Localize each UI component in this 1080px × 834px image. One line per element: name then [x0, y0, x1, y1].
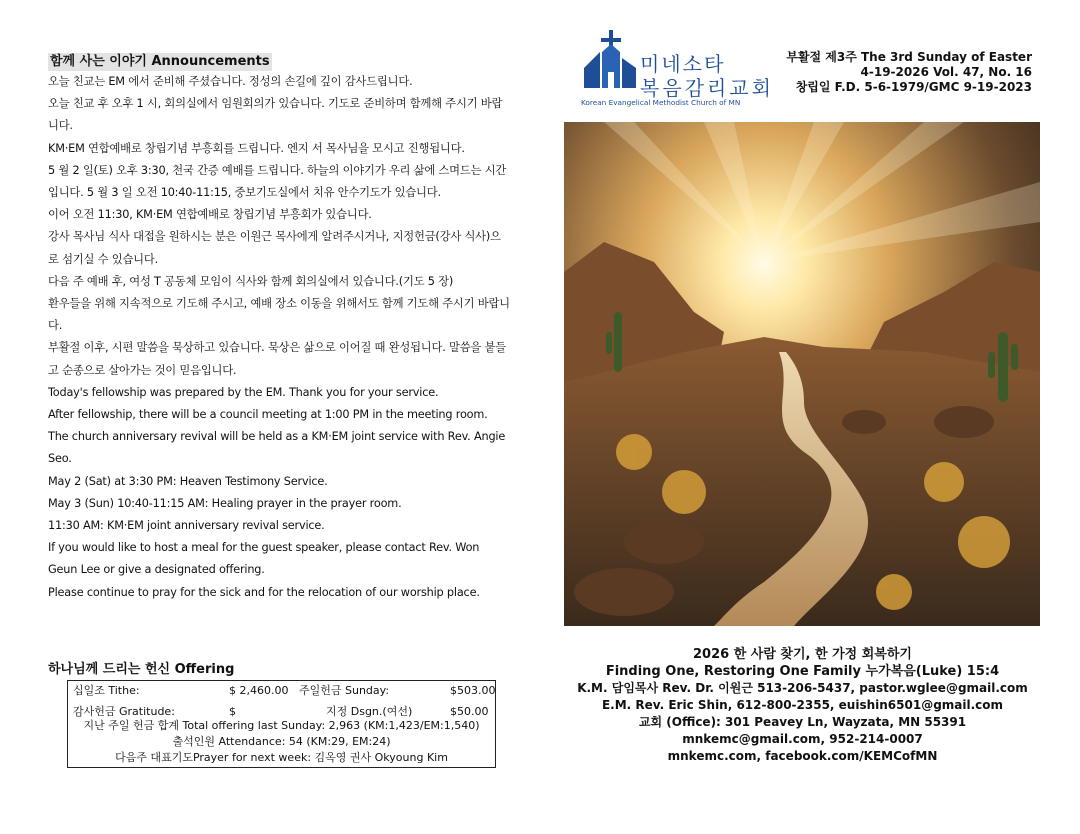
announcement-line: May 2 (Sat) at 3:30 PM: Heaven Testimony Service.: [48, 474, 328, 488]
tithe-label: 십일조 Tithe:: [73, 684, 140, 697]
founding-date: 창립일 F.D. 5-6-1979/GMC 9-19-2023: [795, 80, 1032, 94]
logo-name-line2: 복음감리교회: [640, 76, 774, 100]
announcement-line: 부활절 이후, 시편 말씀을 묵상하고 있습니다. 묵상은 삶으로 이어질 때 완성됩니다. 말씀을 붙들고 순종으로 살아가는 것이 믿음입니다.: [48, 341, 506, 377]
offering-row-gratitude: [68, 705, 495, 719]
church-logo: [578, 28, 778, 110]
offering-heading: 하나님께 드리는 헌신 Offering: [48, 662, 235, 677]
announcement-line: KM·EM 연합예배로 창립기념 부흥회를 드립니다. 엔지 서 목사님을 모시고 진행됩니다.: [48, 141, 465, 155]
announcement-line: The church anniversary revival will be held as a KM·EM joint service with Rev. Angie Seo.: [48, 430, 506, 466]
sunday-label: 주일헌금 Sunday:: [299, 684, 390, 697]
announcement-line: May 3 (Sun) 10:40-11:15 AM: Healing prayer in the prayer room.: [48, 496, 402, 510]
announcement-line: 11:30 AM: KM·EM joint anniversary revival service.: [48, 519, 325, 533]
announcement-line: 오늘 친교는 EM 에서 준비해 주셨습니다. 정성의 손길에 깊이 감사드립니다.: [48, 75, 413, 88]
announcement-line: 다음 주 예배 후, 여성 T 공동체 모임이 식사와 함께 회의실에서 있습니다.(기도 5 장): [48, 274, 454, 288]
logo-name-line1: 미네소타: [640, 52, 726, 76]
church-email-phone: mnkemc@gmail.com, 952-214-0007: [682, 732, 923, 746]
announcements-body: [48, 71, 510, 604]
announcement-line: Today's fellowship was prepared by the EM. Thank you for your service.: [48, 385, 439, 399]
attendance: 출석인원 Attendance: 54 (KM:29, EM:24): [172, 735, 391, 748]
contact-footer: [560, 646, 1045, 765]
designated-label: 지정 Dsgn.(여선): [326, 705, 413, 718]
em-pastor-contact: E.M. Rev. Eric Shin, 612-800-2355, euishin6501@gmail.com: [601, 698, 1004, 712]
announcement-line: 환우들을 위해 지속적으로 기도해 주시고, 예배 장소 이동을 위해서도 함께 기도해 주시기 바랍니다.: [48, 297, 510, 333]
announcement-line: 5 월 2 일(토) 오후 3:30, 천국 간증 예배를 드립니다. 하늘의 이야기가 우리 삶에 스며드는 시간입니다. 5 월 3 일 오전 10:40-11:15, 중보기도실에서 치유 안수기도가 있습니다.: [48, 163, 507, 200]
logo-english-name: Korean Evangelical Methodist Church of MN: [581, 98, 741, 107]
theme-english: Finding One, Restoring One Family 누가복음(Luke) 15:4: [605, 664, 1000, 679]
announcement-line: 강사 목사님 식사 대접을 원하시는 분은 이원근 목사에게 알려주시거나, 지정헌금(강사 식사)으로 섬기실 수 있습니다.: [48, 230, 501, 266]
cover-illustration: [564, 122, 1040, 626]
sunday-amount: $503.00: [450, 684, 496, 697]
announcement-line: 이어 오전 11:30, KM·EM 연합예배로 창립기념 부흥회가 있습니다.: [48, 208, 372, 222]
volume-issue: 4-19-2026 Vol. 47, No. 16: [860, 65, 1032, 79]
designated-amount: $50.00: [450, 705, 489, 718]
church-web: mnkemc.com, facebook.com/KEMCofMN: [667, 749, 938, 763]
liturgical-date: 부활절 제3주 The 3rd Sunday of Easter: [786, 50, 1032, 64]
offering-row-tithe: [68, 684, 495, 698]
prayer-next-week: 다음주 대표기도Prayer for next week: 김옥영 권사 Okyoung Kim: [115, 751, 448, 764]
desert-path-sunrise-image: [564, 122, 1040, 626]
theme-korean: 2026 한 사람 찾기, 한 가정 회복하기: [693, 647, 912, 662]
gratitude-label: 감사헌금 Gratitude:: [73, 705, 175, 718]
tithe-amount: $ 2,460.00: [229, 684, 289, 697]
announcements-section: [48, 50, 510, 604]
announcements-heading: 함께 사는 이야기 Announcements: [50, 54, 270, 69]
office-address: 교회 (Office): 301 Peavey Ln, Wayzata, MN 55391: [638, 715, 967, 729]
km-pastor-contact: K.M. 담임목사 Rev. Dr. 이원근 513-206-5437, pastor.wglee@gmail.com: [577, 681, 1028, 695]
announcement-line: If you would like to host a meal for the guest speaker, please contact Rev. Won Geun Lee or give a designated offering.: [48, 541, 480, 577]
announcement-line: After fellowship, there will be a council meeting at 1:00 PM in the meeting room.: [48, 408, 488, 422]
offering-box: [67, 680, 496, 768]
gratitude-amount: $: [229, 705, 236, 718]
offering-total: 지난 주일 헌금 합계 Total offering last Sunday: 2,963 (KM:1,423/EM:1,540): [83, 719, 480, 732]
church-building-icon: [580, 28, 644, 94]
bulletin-header: [786, 50, 1032, 95]
announcement-line: 오늘 친교 후 오후 1 시, 회의실에서 임원회의가 있습니다. 기도로 준비하며 함께해 주시기 바랍니다.: [48, 97, 503, 133]
announcement-line: Please continue to pray for the sick and for the relocation of our worship place.: [48, 585, 480, 599]
